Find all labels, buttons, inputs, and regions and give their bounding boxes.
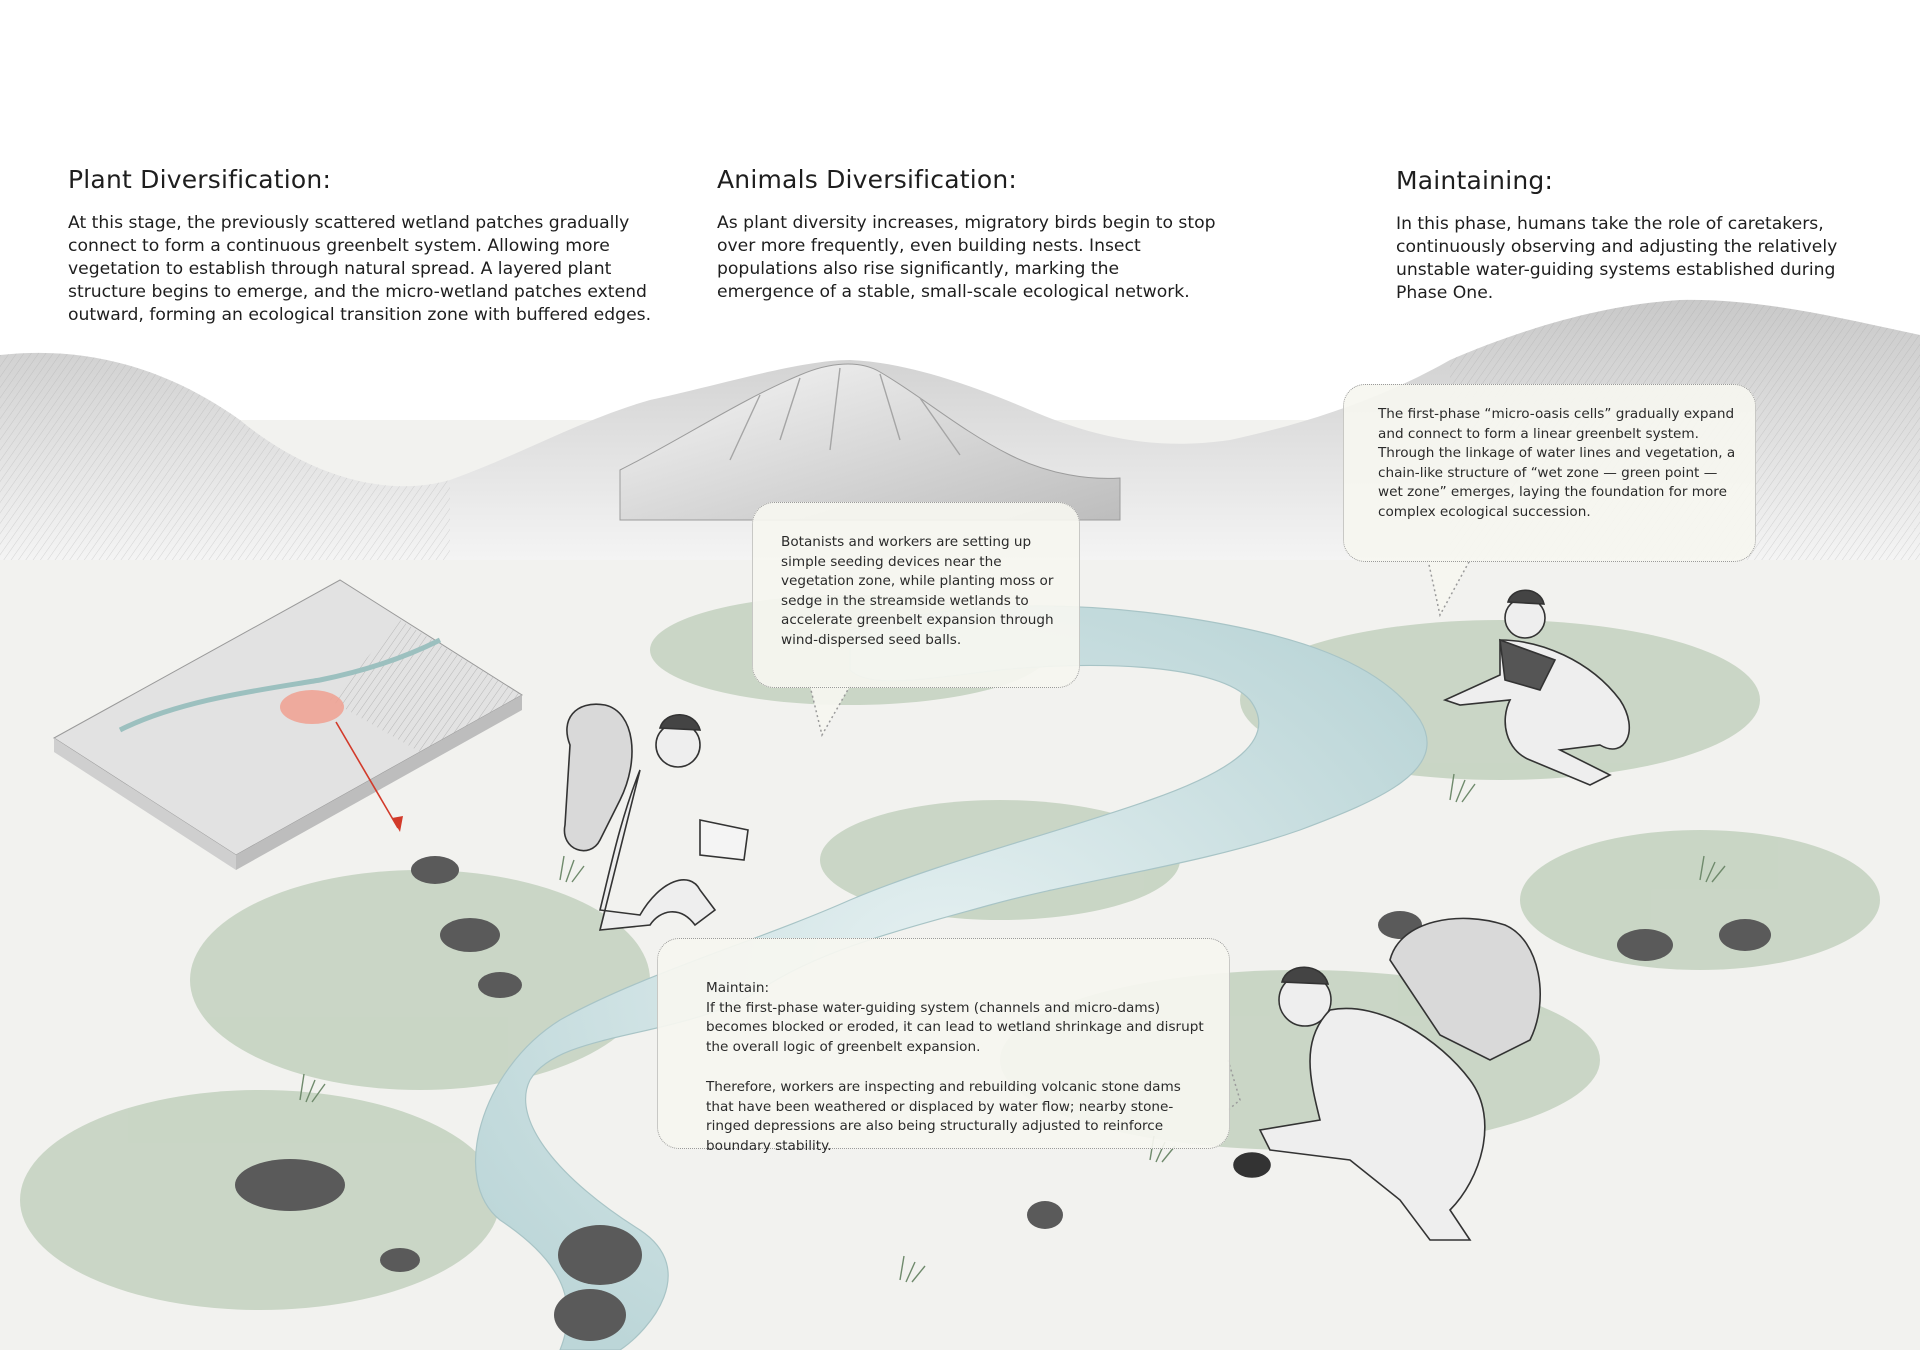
maintaining-title: Maintaining: <box>1396 166 1554 195</box>
animals-diversification-section <box>717 165 1217 304</box>
maintain-callout-text-2: Therefore, workers are inspecting and rebuilding volcanic stone dams that have been weathered or displaced by water flow; nearby stone-ringed depressions are also being structurally adjusted to reinforce boundary stability. <box>706 1079 1181 1154</box>
plant-diversification-text: At this stage, the previously scattered wetland patches gradually connect to form a continuous greenbelt system. Allowing more vegetation to establish through natural spread. A layered plant structure begins to emerge, and the micro-wetland patches extend outward, forming an ecological transition zone with buffered edges. <box>68 213 652 325</box>
micro-oasis-callout <box>1343 384 1756 562</box>
botanists-callout <box>752 502 1080 688</box>
plant-diversification-title: Plant Diversification: <box>68 165 332 194</box>
plant-diversification-section <box>68 165 668 327</box>
maintaining-text: In this phase, humans take the role of caretakers, continuously observing and adjusting the relatively unstable water-guiding systems established during Phase One. <box>1396 214 1838 303</box>
botanists-callout-text: Botanists and workers are setting up simple seeding devices near the vegetation zone, while planting moss or sedge in the streamside wetlands to accelerate greenbelt expansion through wind-dispersed seed balls. <box>781 534 1054 648</box>
maintaining-section <box>1396 166 1876 305</box>
maintain-callout-text-1: If the first-phase water-guiding system (channels and micro-dams) becomes blocked or eroded, it can lead to wetland shrinkage and disrupt the overall logic of greenbelt expansion. <box>706 999 1204 1055</box>
site-highlight <box>280 690 344 724</box>
maintain-callout-title: Maintain: <box>706 980 770 996</box>
animals-diversification-text: As plant diversity increases, migratory birds begin to stop over more frequently, even building nests. Insect populations also rise significantly, marking the emergence of a stable, small-scale ecological network. <box>717 213 1216 302</box>
maintain-callout <box>657 938 1230 1154</box>
animals-diversification-title: Animals Diversification: <box>717 165 1018 194</box>
micro-oasis-callout-text: The first-phase “micro-oasis cells” gradually expand and connect to form a linear greenbelt system. Through the linkage of water lines and vegetation, a chain-like structure of “wet zone — green point — wet zone” emerges, laying the foundation for more complex ecological succession. <box>1378 406 1736 520</box>
